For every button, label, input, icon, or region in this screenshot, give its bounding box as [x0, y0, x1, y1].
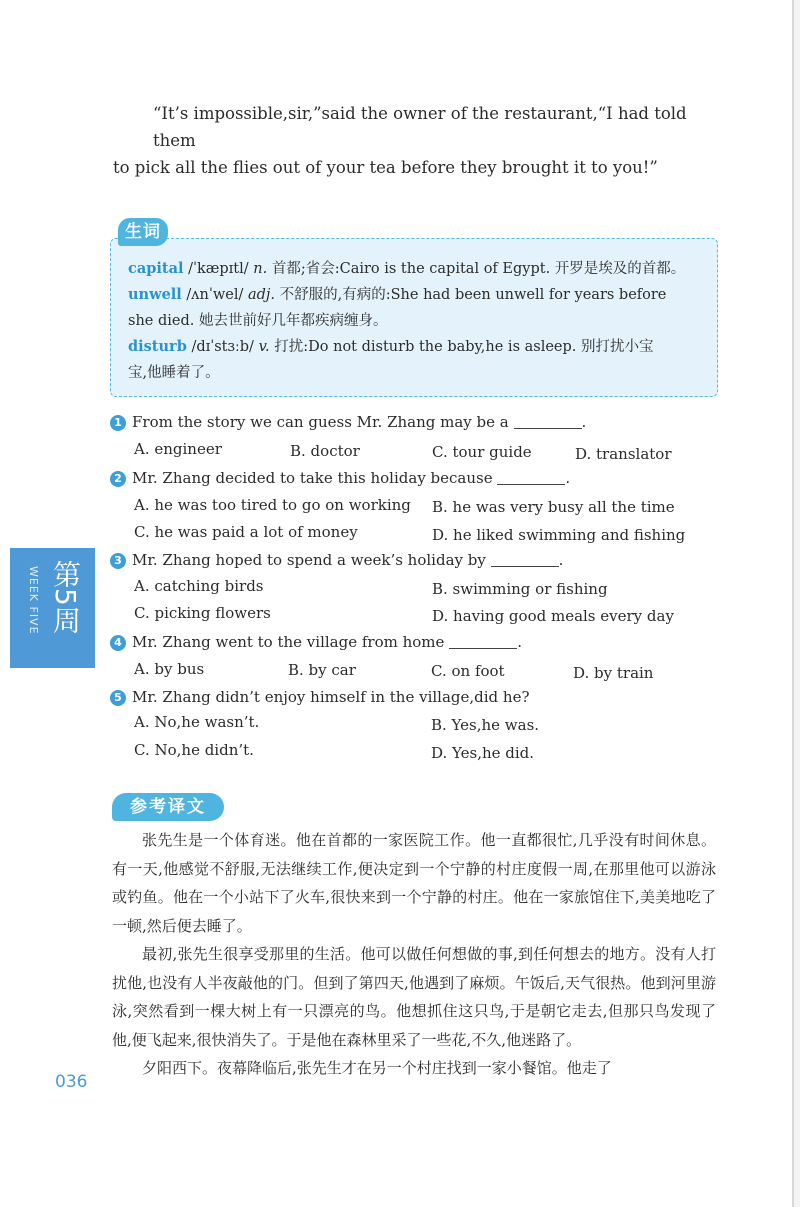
question-stem: Mr. Zhang didn’t enjoy himself in the village,did he?: [132, 688, 530, 706]
answer-blank: [449, 633, 517, 649]
vocab-entry-capital: [128, 256, 714, 282]
question-5-option-c[interactable]: C. No,he didn’t.: [134, 741, 254, 759]
question-3-option-a[interactable]: A. catching birds: [134, 577, 264, 595]
week-tab-chinese: 第5周: [49, 560, 82, 634]
question-4-option-b[interactable]: B. by car: [288, 661, 356, 679]
question-number-badge: 2: [110, 471, 126, 487]
question-3: [110, 549, 710, 571]
translation-paragraph-2: 最初,张先生很享受那里的生活。他可以做任何想做的事,到任何想去的地方。没有人打扰他,也没有人半夜敲他的门。但到了第四天,他遇到了麻烦。午饭后,天气很热。他到河里游泳,突然看到一棵大树上有一只漂亮的鸟。他想抓住这只鸟,于是朝它走去,但那只鸟发现了他,便飞起来,很快消失了。于是他在森林里采了一些花,不久,他迷路了。: [112, 945, 716, 1049]
vocab-pos: n.: [253, 261, 268, 277]
vocab-entry-unwell-cont: she died. 她去世前好几年都疾病缠身。: [128, 313, 388, 329]
reference-translation: [112, 826, 716, 1083]
vocab-pos: adj.: [247, 287, 275, 303]
question-2-option-b[interactable]: B. he was very busy all the time: [432, 498, 675, 516]
question-5-option-b[interactable]: B. Yes,he was.: [431, 716, 540, 734]
question-1-option-c[interactable]: C. tour guide: [432, 443, 532, 461]
question-2-option-c[interactable]: C. he was paid a lot of money: [134, 523, 358, 541]
question-4-option-d[interactable]: D. by train: [573, 664, 654, 682]
question-2-option-d[interactable]: D. he liked swimming and fishing: [432, 526, 686, 544]
question-4-option-c[interactable]: C. on foot: [431, 662, 505, 680]
question-5: [110, 686, 710, 708]
question-number-badge: 3: [110, 553, 126, 569]
vocab-phonetic: /dɪˈstɜːb/: [186, 339, 259, 355]
vocab-definition: 不舒服的,有病的:She had been unwell for years before: [275, 287, 667, 303]
story-quote: [113, 100, 733, 181]
vocab-word: unwell: [128, 286, 182, 303]
vocab-entry-disturb: [128, 334, 714, 360]
question-stem: Mr. Zhang decided to take this holiday because: [132, 469, 493, 487]
quote-line-1: “It’s impossible,sir,”said the owner of the restaurant,“I had told them: [153, 104, 687, 150]
question-1-option-d[interactable]: D. translator: [575, 445, 672, 463]
question-4: [110, 631, 710, 653]
vocab-word: disturb: [128, 338, 187, 355]
question-3-option-d[interactable]: D. having good meals every day: [432, 607, 674, 625]
question-4-option-a[interactable]: A. by bus: [134, 660, 205, 678]
vocabulary-tag: 生词: [118, 218, 168, 246]
page-edge-shadow: [794, 0, 800, 1207]
translation-paragraph-3: 夕阳西下。夜幕降临后,张先生才在另一个村庄找到一家小餐馆。他走了: [142, 1059, 612, 1077]
quote-line-2: to pick all the flies out of your tea before they brought it to you!”: [113, 158, 658, 177]
question-2: [110, 467, 710, 489]
question-number-badge: 4: [110, 635, 126, 651]
question-3-option-b[interactable]: B. swimming or fishing: [432, 580, 608, 598]
vocab-entry-disturb-cont: 宝,他睡着了。: [128, 365, 220, 381]
question-stem: From the story we can guess Mr. Zhang may be a: [132, 413, 509, 431]
answer-blank: [497, 469, 565, 485]
question-3-option-c[interactable]: C. picking flowers: [134, 604, 271, 622]
question-number-badge: 5: [110, 690, 126, 706]
week-tab-english: WEEK FIVE: [27, 566, 40, 635]
vocab-phonetic: /ˈkæpɪtl/: [183, 261, 254, 277]
vocab-word: capital: [128, 260, 184, 277]
question-stem: Mr. Zhang hoped to spend a week’s holiday by: [132, 551, 486, 569]
vocab-definition: 首都;省会:Cairo is the capital of Egypt. 开罗是埃及的首都。: [267, 261, 686, 277]
question-end: .: [565, 469, 571, 487]
page-edge-line: [792, 0, 794, 1207]
question-1: [110, 411, 710, 433]
answer-blank: [491, 551, 559, 567]
vocab-entry-unwell: [128, 282, 714, 308]
question-5-option-d[interactable]: D. Yes,he did.: [431, 744, 535, 762]
vocab-definition: 打扰:Do not disturb the baby,he is asleep. 别打扰小宝: [269, 339, 654, 355]
question-5-option-a[interactable]: A. No,he wasn’t.: [134, 713, 260, 731]
reference-translation-tag: 参考译文: [112, 793, 224, 821]
vocabulary-list: [128, 256, 714, 386]
answer-blank: [514, 413, 582, 429]
vocab-phonetic: /ʌnˈwel/: [181, 287, 248, 303]
page-number: 036: [55, 1072, 88, 1092]
question-1-option-b[interactable]: B. doctor: [290, 442, 360, 460]
vocab-pos: v.: [258, 339, 270, 355]
question-2-option-a[interactable]: A. he was too tired to go on working: [134, 496, 411, 514]
question-end: .: [558, 551, 564, 569]
question-number-badge: 1: [110, 415, 126, 431]
translation-paragraph-1: 张先生是一个体育迷。他在首都的一家医院工作。他一直都很忙,几乎没有时间休息。有一天,他感觉不舒服,无法继续工作,便决定到一个宁静的村庄度假一周,在那里他可以游泳或钓鱼。他在一个小站下了火车,很快来到一个宁静的村庄。他在一家旅馆住下,美美地吃了一顿,然后便去睡了。: [112, 831, 716, 935]
question-end: .: [517, 633, 522, 651]
question-end: .: [581, 413, 587, 431]
question-stem: Mr. Zhang went to the village from home: [132, 633, 445, 651]
question-1-option-a[interactable]: A. engineer: [134, 440, 222, 458]
